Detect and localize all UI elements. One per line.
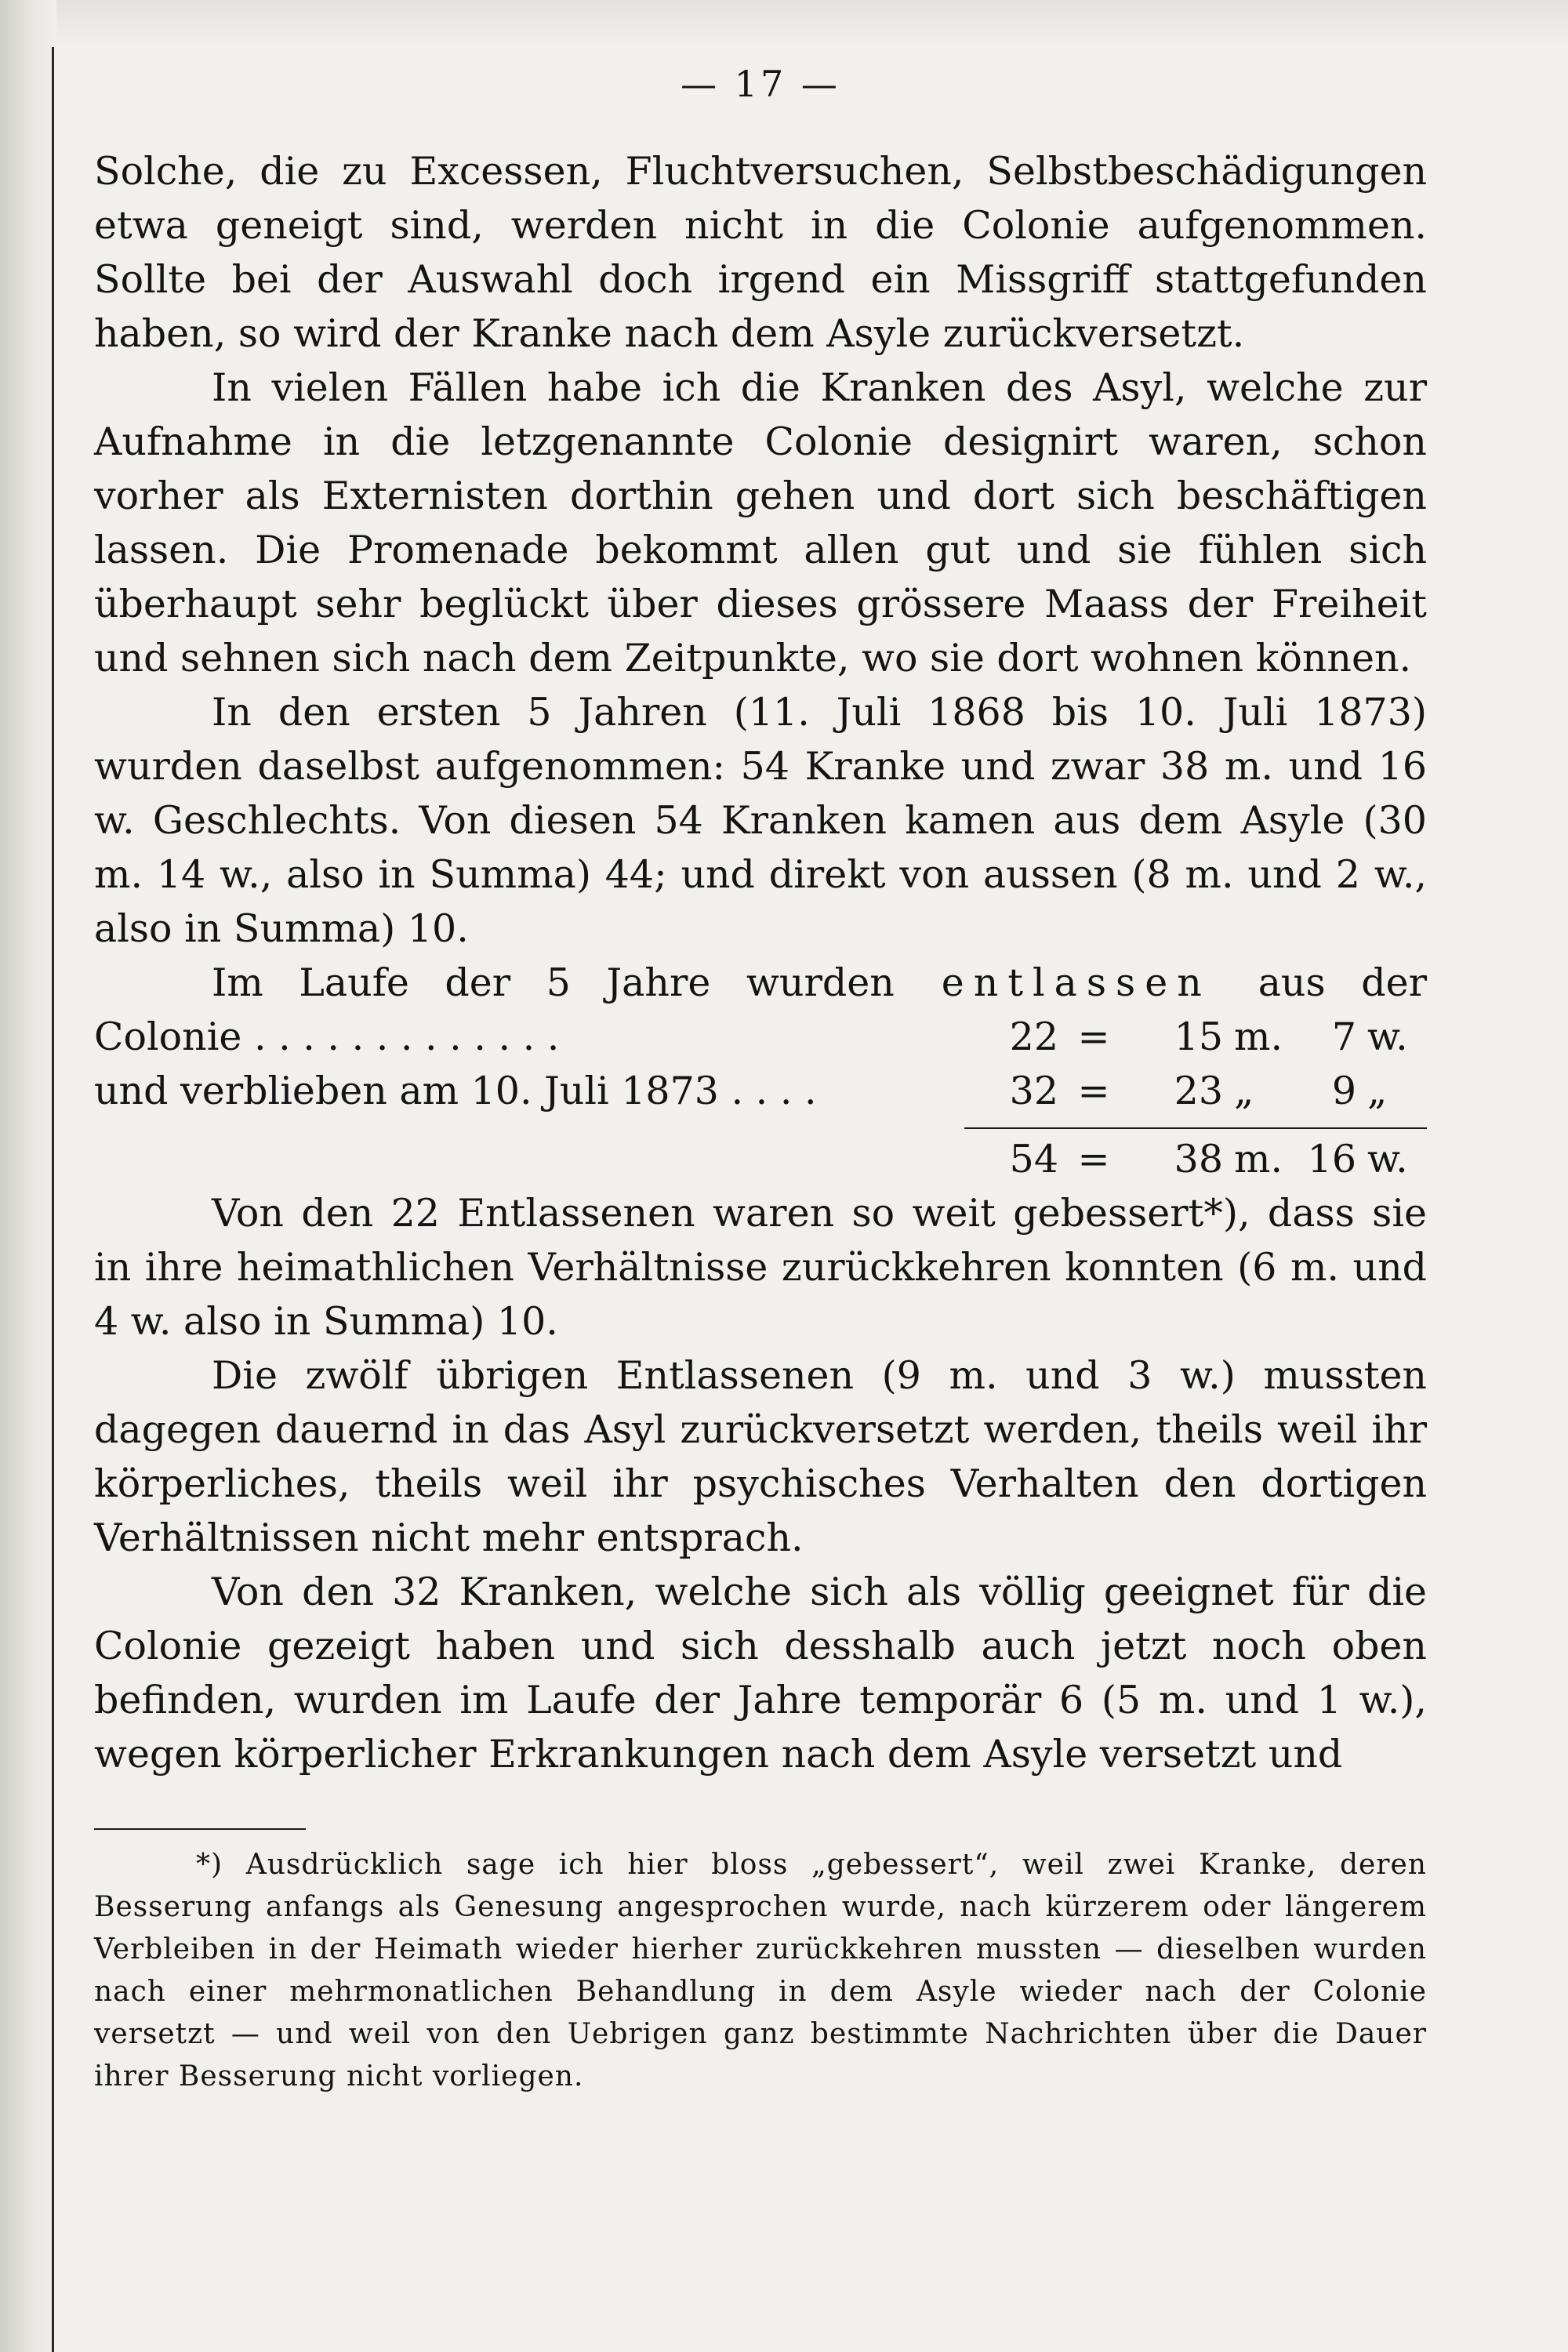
paragraph-2: In vielen Fällen habe ich die Kranken des Asyl, welche zur Aufnahme in die letzgenannte Colonie designirt waren, schon vorher als Externisten dorthin gehen und dort sich beschäftigen lassen. Die Promenade bekommt allen gut und sie fühlen sich überhaupt sehr beglückt über dieses grössere Maass der Freiheit und sehnen sich nach dem Zeitpunkte, wo sie dort wohnen können. <box>94 365 1427 681</box>
paragraph-1: Solche, die zu Excessen, Fluchtversuchen, Selbstbeschädigungen etwa geneigt sind, werden nicht in die Colonie aufgenommen. Sollte bei der Auswahl doch irgend ein Missgriff stattgefunden haben, so wird der Kranke nach dem Asyle zurückversetzt. <box>94 149 1427 356</box>
row-total: 32 <box>1009 1069 1058 1113</box>
row-label: Colonie . . . . . . . . . . . . . <box>94 1014 560 1059</box>
table-row <box>94 1064 1427 1118</box>
row-equals: = <box>1077 1069 1110 1113</box>
footnote: *) Ausdrücklich sage ich hier bloss „gebessert“, weil zwei Kranke, deren Besserung anfangs als Genesung angesprochen wurde, nach kürzerem oder längerem Verbleiben in der Heimath wieder hierher zurückkehren mussten — dieselben wurden nach einer mehrmonatlichen Behandlung in dem Asyle wieder nach der Colonie versetzt — und weil von den Uebrigen ganz bestimmte Nachrichten über die Dauer ihrer Besserung nicht vorliegen. <box>94 1849 1427 2092</box>
row-men: 23 <box>1174 1069 1223 1113</box>
book-edge-line <box>52 47 54 2352</box>
sum-men: 38 <box>1174 1137 1223 1181</box>
body-text-bottom <box>94 1186 1427 1781</box>
sum-equals: = <box>1077 1137 1110 1181</box>
sum-rule <box>964 1127 1427 1129</box>
footnote-rule <box>94 1828 306 1830</box>
row-women: 7 <box>1331 1014 1356 1059</box>
row-men-unit: m. <box>1234 1014 1283 1059</box>
row-total: 22 <box>1009 1014 1058 1059</box>
paragraph-3: In den ersten 5 Jahren (11. Juli 1868 bis 10. Juli 1873) wurden daselbst aufgenommen: 54 Kranke und zwar 38 m. und 16 w. Geschlechts. Von diesen 54 Kranken kamen aus dem Asyle (30 m. 14 w., also in Summa) 44; und direkt von aussen (8 m. und 2 w., also in Summa) 10. <box>94 690 1427 951</box>
row-men: 15 <box>1174 1014 1223 1059</box>
sum-women-unit: w. <box>1367 1137 1408 1181</box>
statistics-intro-end: aus der <box>1258 960 1427 1005</box>
statistics-table <box>94 956 1427 1186</box>
sum-total: 54 <box>1009 1137 1058 1181</box>
statistics-intro <box>94 956 1427 1010</box>
row-women-unit: „ <box>1367 1069 1388 1113</box>
scan-left-shadow <box>0 0 56 2352</box>
row-women: 9 <box>1331 1069 1356 1113</box>
statistics-intro-text: Im Laufe der 5 Jahre wurden <box>212 960 895 1005</box>
paragraph-6: Von den 32 Kranken, welche sich als völlig geeignet für die Colonie gezeigt haben und sich desshalb auch jetzt noch oben befinden, wurden im Laufe der Jahre temporär 6 (5 m. und 1 w.), wegen körperlicher Erkrankungen nach dem Asyle versetzt und <box>94 1570 1427 1777</box>
row-label: und verblieben am 10. Juli 1873 . . . . <box>94 1069 817 1113</box>
sum-women: 16 <box>1307 1137 1356 1181</box>
scan-top-shadow <box>0 0 1568 47</box>
sum-men-unit: m. <box>1234 1137 1283 1181</box>
statistics-intro-spaced: entlassen <box>941 960 1211 1005</box>
document-page <box>94 63 1427 2098</box>
row-equals: = <box>1077 1014 1110 1059</box>
row-women-unit: w. <box>1367 1014 1408 1059</box>
paragraph-4: Von den 22 Entlassenen waren so weit gebessert*), dass sie in ihre heimathlichen Verhältnisse zurückkehren konnten (6 m. und 4 w. also in Summa) 10. <box>94 1191 1427 1344</box>
table-row <box>94 1010 1427 1064</box>
page-number: — 17 — <box>681 63 840 105</box>
row-men-unit: „ <box>1234 1069 1254 1113</box>
paragraph-5: Die zwölf übrigen Entlassenen (9 m. und 3 w.) mussten dagegen dauernd in das Asyl zurückversetzt werden, theils weil ihr körperliches, theils weil ihr psychisches Verhalten den dortigen Verhältnissen nicht mehr entsprach. <box>94 1353 1427 1560</box>
body-text-top <box>94 144 1427 956</box>
table-row-sum <box>94 1132 1427 1186</box>
